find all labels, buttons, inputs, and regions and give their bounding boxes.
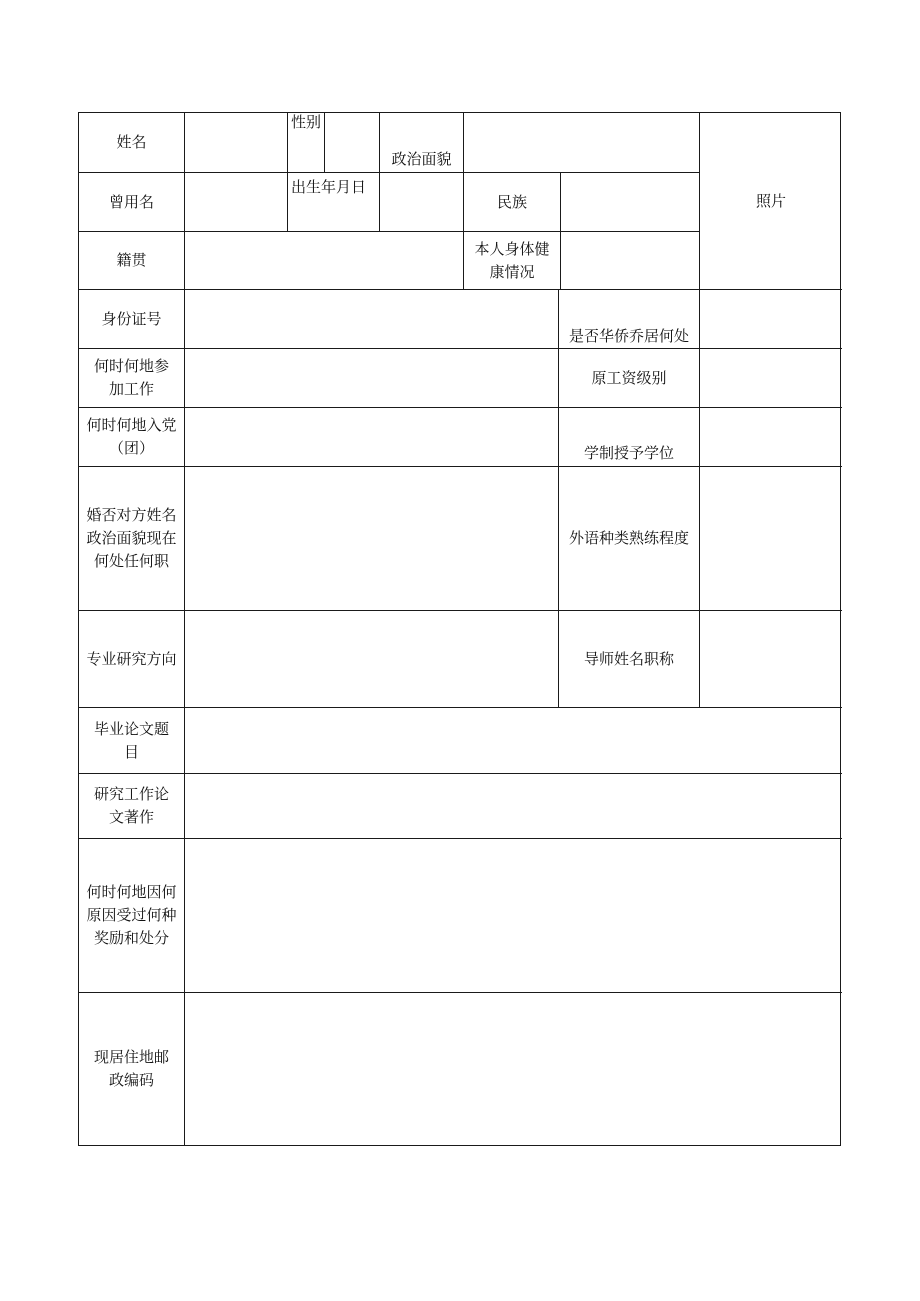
birth-date-field[interactable] bbox=[380, 173, 464, 232]
label-party-join: 何时何地入党（团） bbox=[79, 408, 185, 467]
party-join-field[interactable] bbox=[185, 408, 559, 467]
thesis-title-field[interactable] bbox=[185, 708, 842, 774]
name-field[interactable] bbox=[185, 113, 288, 173]
label-id-number: 身份证号 bbox=[79, 290, 185, 349]
label-name: 姓名 bbox=[79, 113, 185, 173]
label-birth-date: 出生年月日 bbox=[288, 173, 380, 232]
ethnicity-field[interactable] bbox=[561, 173, 700, 232]
label-health: 本人身体健康情况 bbox=[464, 232, 561, 290]
label-gender: 性别 bbox=[288, 113, 325, 173]
address-postcode-field[interactable] bbox=[185, 993, 842, 1145]
original-salary-field[interactable] bbox=[700, 349, 842, 408]
work-start-field[interactable] bbox=[185, 349, 559, 408]
former-name-field[interactable] bbox=[185, 173, 288, 232]
label-degree: 学制授予学位 bbox=[559, 408, 700, 467]
gender-field[interactable] bbox=[325, 113, 380, 173]
label-ethnicity: 民族 bbox=[464, 173, 561, 232]
marriage-field[interactable] bbox=[185, 467, 559, 611]
foreign-language-field[interactable] bbox=[700, 467, 842, 611]
research-works-field[interactable] bbox=[185, 774, 842, 839]
overseas-chinese-field[interactable] bbox=[700, 290, 842, 349]
label-work-start: 何时何地参加工作 bbox=[79, 349, 185, 408]
advisor-field[interactable] bbox=[700, 611, 842, 708]
label-address-postcode: 现居住地邮政编码 bbox=[79, 993, 185, 1145]
label-research-works: 研究工作论文著作 bbox=[79, 774, 185, 839]
label-overseas-chinese: 是否华侨乔居何处 bbox=[559, 290, 700, 349]
political-status-field[interactable] bbox=[464, 113, 700, 173]
native-place-field[interactable] bbox=[185, 232, 464, 290]
label-marriage: 婚否对方姓名政治面貌现在何处任何职 bbox=[79, 467, 185, 611]
label-foreign-language: 外语种类熟练程度 bbox=[559, 467, 700, 611]
label-advisor: 导师姓名职称 bbox=[559, 611, 700, 708]
label-original-salary: 原工资级别 bbox=[559, 349, 700, 408]
photo-box[interactable]: 照片 bbox=[700, 113, 842, 290]
label-native-place: 籍贯 bbox=[79, 232, 185, 290]
awards-field[interactable] bbox=[185, 839, 842, 993]
degree-field[interactable] bbox=[700, 408, 842, 467]
label-awards: 何时何地因何原因受过何种奖励和处分 bbox=[79, 839, 185, 993]
health-field[interactable] bbox=[561, 232, 700, 290]
id-number-field[interactable] bbox=[185, 290, 559, 349]
registration-form-table bbox=[78, 112, 841, 1146]
label-research-direction: 专业研究方向 bbox=[79, 611, 185, 708]
label-former-name: 曾用名 bbox=[79, 173, 185, 232]
label-thesis-title: 毕业论文题目 bbox=[79, 708, 185, 774]
research-direction-field[interactable] bbox=[185, 611, 559, 708]
label-political-status: 政治面貌 bbox=[380, 113, 464, 173]
